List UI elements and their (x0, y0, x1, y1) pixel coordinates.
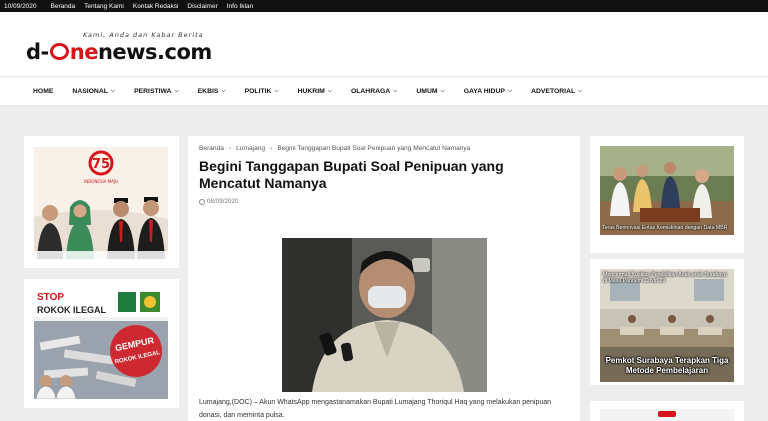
nav-label: EKBIS (197, 87, 219, 95)
main-nav (0, 76, 768, 106)
nav-item-peristiwa[interactable] (134, 88, 179, 95)
nav-label: GAYA HIDUP (463, 87, 505, 95)
ad-banner-indonesia-maju[interactable] (24, 136, 179, 268)
ad-anniversary-text: INDONESIA MAJU (84, 179, 118, 184)
nav-item-gaya-hidup[interactable] (464, 88, 512, 95)
chevron-down-icon: ⌵ (174, 87, 179, 94)
logo-wordmark (26, 40, 212, 64)
chevron-down-icon: ⌵ (274, 87, 279, 94)
article-title: Begini Tanggapan Bupati Soal Penipuan yang Mencatut Namanya (199, 158, 504, 191)
regent-interview-photo (282, 238, 487, 392)
breadcrumb (199, 145, 470, 152)
breadcrumb-category[interactable]: Lumajang (236, 145, 266, 152)
nav-item-politik[interactable] (245, 88, 279, 95)
ad-gempur-stamp-sub: ROKOK ILEGAL (114, 350, 161, 366)
nav-label: NASIONAL (72, 87, 108, 95)
chevron-down-icon: ⌵ (327, 87, 332, 94)
ad-anniversary-number: 75 (91, 157, 111, 172)
sidebar-post-title: Teras Berinovasi Entas Kemiskinan dengan Data MBR (602, 225, 728, 231)
chevron-down-icon: ⌵ (110, 87, 116, 94)
ad-gempur-stamp: GEMPUR (114, 335, 155, 354)
ad-banner-stop-rokok-ilegal[interactable] (24, 279, 179, 408)
sidebar-partial-image (590, 401, 744, 421)
nav-item-umum[interactable] (416, 88, 444, 95)
sidebar-post-image (600, 146, 734, 235)
ad-image-officials (34, 147, 168, 259)
sidebar-post-title: Pemkot Surabaya Terapkan Tiga Metode Pembelajaran (605, 356, 729, 375)
chevron-down-icon: ⌵ (440, 87, 445, 94)
officials-visit-photo (600, 146, 734, 235)
logo-tagline: Kami, Anda dan Kabar Berita (83, 31, 204, 39)
topbar-link-disclaimer[interactable]: Disclaimer (187, 2, 218, 10)
sidebar-post-subtitle: Mencermati Kualitas Pendidikan Anak-anak Surabaya di Masa Pandemi Covid-19 (603, 272, 727, 285)
chevron-down-icon: ⌵ (393, 87, 398, 94)
top-bar (0, 0, 768, 12)
article-card (188, 136, 580, 421)
logo-suffix: news.com (97, 40, 212, 64)
ad-stop-text: STOP (37, 292, 65, 303)
officials-illustration (34, 147, 168, 259)
nav-label: OLAHRAGA (350, 87, 391, 95)
nav-item-home[interactable] (33, 88, 53, 95)
site-header (0, 12, 768, 76)
sidebar-post-partial[interactable] (590, 401, 744, 421)
nav-label: HOME (33, 87, 54, 95)
nav-item-ekbis[interactable] (198, 88, 226, 95)
nav-label: UMUM (416, 87, 438, 95)
current-date: 10/09/2020 (4, 2, 37, 10)
article-date-text: 08/09/2020 (207, 198, 239, 205)
nav-label: POLITIK (244, 87, 272, 95)
topbar-link-tentang-kami[interactable]: Tentang Kami (84, 2, 124, 10)
site-logo[interactable] (26, 29, 216, 63)
breadcrumb-separator-icon: › (270, 145, 273, 152)
topbar-link-info-iklan[interactable]: Info Iklan (226, 2, 254, 10)
clock-icon (199, 199, 205, 205)
nav-label: PERISTIWA (134, 87, 172, 95)
topbar-link-beranda[interactable]: Beranda (50, 2, 76, 10)
topbar-link-kontak-redaksi[interactable]: Kontak Redaksi (132, 2, 179, 10)
stop-illegal-cigarettes-illustration (34, 289, 168, 399)
breadcrumb-separator-icon: › (228, 145, 232, 152)
breadcrumb-current: Begini Tanggapan Bupati Soal Penipuan yang Mencatut Namanya (277, 145, 471, 152)
ad-rokok-text: ROKOK ILEGAL (37, 305, 106, 315)
logo-ring-icon (50, 43, 69, 60)
nav-item-hukrim[interactable] (298, 88, 332, 95)
article-featured-image[interactable] (282, 238, 487, 392)
logo-prefix: d- (26, 40, 49, 64)
ad-image-cigarettes (34, 289, 168, 399)
nav-label: ADVETORIAL (531, 87, 576, 95)
nav-item-advetorial[interactable] (531, 88, 582, 95)
logo-red-text: ne (69, 40, 98, 64)
article-body: Lumajang,(DOC) – Akun WhatsApp mengastanamakan Bupati Lumajang Thoriqul Haq yang melakukan penipuan donasi, dan meminta pulsa. (199, 399, 552, 419)
article-date (199, 198, 239, 205)
sidebar-post-entas-kemiskinan[interactable] (590, 136, 744, 253)
chevron-down-icon: ⌵ (507, 87, 513, 94)
breadcrumb-home[interactable]: Beranda (199, 145, 224, 152)
nav-item-olahraga[interactable] (351, 88, 397, 95)
nav-label: HUKRIM (297, 87, 325, 95)
sidebar-post-pemkot-surabaya[interactable] (590, 259, 744, 385)
sidebar-post-image (600, 269, 734, 382)
chevron-down-icon: ⌵ (221, 87, 226, 94)
nav-item-nasional[interactable] (72, 88, 115, 95)
chevron-down-icon: ⌵ (578, 87, 583, 94)
